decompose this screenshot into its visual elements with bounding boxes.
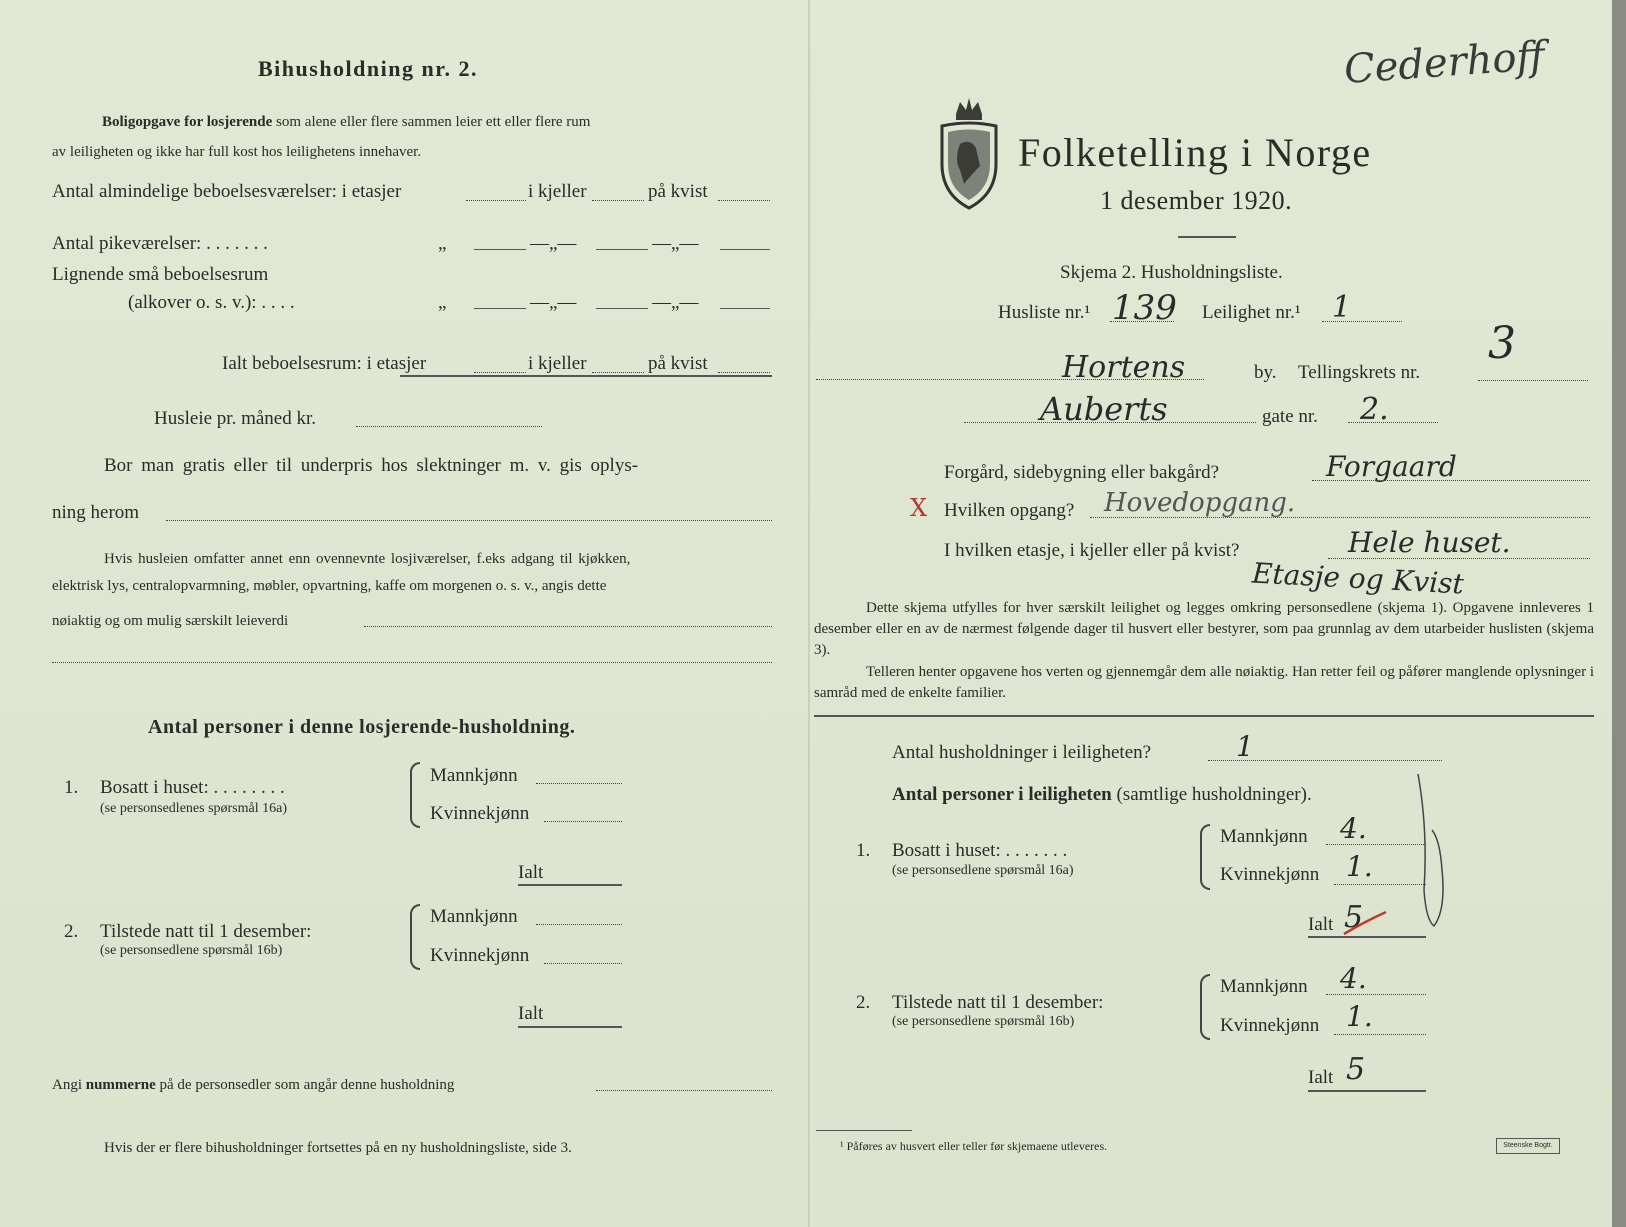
right-q2-mann-field[interactable] <box>1326 994 1426 995</box>
right-q1-number: 1. <box>856 840 871 861</box>
left-q1-label: Bosatt i huset: . . . . . . . . <box>100 777 285 798</box>
pike-kjeller-field[interactable] <box>596 249 648 250</box>
left-q1-sub: (se personsedlenes spørsmål 16a) <box>100 801 288 816</box>
note-field[interactable] <box>364 626 772 627</box>
left-q1-ialt-field[interactable] <box>518 884 622 886</box>
red-correction-stroke <box>1340 908 1390 938</box>
left-q2-mann-label: Mannkjønn <box>430 906 518 927</box>
left-intro-line1 <box>102 113 590 131</box>
left-q1-kvinne-label: Kvinnekjønn <box>430 803 530 824</box>
left-q2-kvinne-field[interactable] <box>544 963 622 964</box>
lignende-kvist-field[interactable] <box>720 308 770 309</box>
right-q1-kvinne-value: 1. <box>1346 850 1373 883</box>
left-q2-ialt-field[interactable] <box>518 1026 622 1028</box>
households-label: Antal husholdninger i leiligheten? <box>892 742 1152 763</box>
pike-ditto: „ <box>438 233 447 254</box>
gate-field[interactable] <box>1348 422 1438 423</box>
coat-of-arms-emblem <box>936 94 1002 214</box>
rent-label: Husleie pr. måned kr. <box>154 408 316 429</box>
opgang-field[interactable] <box>1090 517 1590 518</box>
right-q2-mann-value: 4. <box>1340 962 1367 995</box>
right-q1-ialt-label: Ialt <box>1308 914 1334 935</box>
etasje-value-2: Etasje og Kvist <box>1251 556 1465 601</box>
pike-ditto-3: —„— <box>652 233 699 254</box>
total-kjeller-label: i kjeller <box>528 353 587 374</box>
left-intro-line2: av leiligheten og ikke har full kost hos leilighetens innehaver. <box>52 144 422 160</box>
lignende-ditto-3: —„— <box>652 292 699 313</box>
right-q1-sub: (se personsedlene spørsmål 16a) <box>892 863 1074 878</box>
street-field[interactable] <box>964 422 1256 423</box>
gate-label: gate nr. <box>1262 406 1318 427</box>
left-intro-bold: Boligopgave for losjerende <box>102 114 273 130</box>
numbers-rest: på de personsedler som angår denne husholdning <box>159 1077 455 1093</box>
left-q2-ialt-label: Ialt <box>518 1003 544 1024</box>
husliste-label: Husliste nr.¹ <box>998 302 1091 323</box>
left-q2-kvinne-label: Kvinnekjønn <box>430 945 530 966</box>
instructions-rule <box>814 715 1594 717</box>
right-persons-heading <box>892 784 1312 806</box>
leilighet-value: 1 <box>1332 290 1352 325</box>
rooms-label: Antal almindelige beboelsesværelser: i etasjer <box>52 181 402 202</box>
forgard-label: Forgård, sidebygning eller bakgård? <box>944 462 1220 483</box>
lignende-label-2: (alkover o. s. v.): . . . . <box>128 292 295 313</box>
right-q1-mann-label: Mannkjønn <box>1220 826 1308 847</box>
form-title: Folketelling i Norge <box>1018 130 1372 175</box>
right-q1-ialt-field[interactable] <box>1308 936 1426 938</box>
total-etasjer-field[interactable] <box>474 372 526 373</box>
rooms-kjeller-label: i kjeller <box>528 181 587 202</box>
city-value: Hortens <box>1062 350 1186 385</box>
krets-value: 3 <box>1488 318 1516 369</box>
printer-stamp: Steenske Bogtr. <box>1496 1138 1560 1154</box>
left-q1-mann-label: Mannkjønn <box>430 765 518 786</box>
right-q1-label: Bosatt i huset: . . . . . . . <box>892 840 1068 861</box>
husliste-field[interactable] <box>1110 321 1174 322</box>
gratis-field[interactable] <box>166 520 772 521</box>
rooms-kvist-label: på kvist <box>648 181 708 202</box>
etasje-label: I hvilken etasje, i kjeller eller på kvist? <box>944 540 1240 561</box>
right-q2-brace <box>1200 974 1210 1040</box>
pike-label: Antal pikeværelser: . . . . . . . <box>52 233 268 254</box>
footnote-rule <box>816 1130 912 1131</box>
right-q1-mann-field[interactable] <box>1326 844 1426 845</box>
leilighet-label: Leilighet nr.¹ <box>1202 302 1301 323</box>
right-q2-number: 2. <box>856 992 871 1013</box>
left-intro-rest: som alene eller flere sammen leier ett eller flere rum <box>276 114 591 130</box>
opgang-label: Hvilken opgang? <box>944 500 1075 521</box>
gratis-line2: ning herom <box>52 502 140 523</box>
total-kvist-label: på kvist <box>648 353 708 374</box>
left-q2-sub: (se personsedlene spørsmål 16b) <box>100 943 283 958</box>
numbers-bold: nummerne <box>85 1077 156 1093</box>
right-q1-kvinne-label: Kvinnekjønn <box>1220 864 1320 885</box>
total-kjeller-field[interactable] <box>592 372 644 373</box>
total-kvist-field[interactable] <box>718 372 770 373</box>
opgang-red-mark: X <box>910 494 928 522</box>
rooms-kjeller-field[interactable] <box>592 200 644 201</box>
left-footer: Hvis der er flere bihusholdninger fortsettes på en ny husholdningsliste, side 3. <box>104 1140 572 1156</box>
left-q2-brace <box>410 904 420 970</box>
forgard-value: Forgaard <box>1326 450 1457 483</box>
right-q2-ialt-value: 5 <box>1346 1052 1366 1087</box>
left-q1-kvinne-field[interactable] <box>544 821 622 822</box>
leilighet-field[interactable] <box>1322 321 1402 322</box>
etasje-field[interactable] <box>1328 558 1590 559</box>
lignende-label-1: Lignende små beboelsesrum <box>52 264 269 285</box>
right-q2-kvinne-field[interactable] <box>1334 1034 1426 1035</box>
note-line2: elektrisk lys, centralopvarmning, møbler, opvartning, kaffe om morgenen o. s. v., angis dette <box>52 578 607 594</box>
by-label: by. <box>1254 362 1277 383</box>
note-line1: Hvis husleien omfatter annet enn ovennevnte losjiværelser, f.eks adgang til kjøkken, <box>104 551 631 567</box>
left-q2-label: Tilstede natt til 1 desember: <box>100 921 312 942</box>
instructions-para1: Dette skjema utfylles for hver særskilt leilighet og legges omkring personsedlene (skjema 1). Opgavene innleveres 1 desember eller en av de nærmest følgende dager til husvert eller bestyrer, som paa grunnlag av dem utarbeider huslisten (skjema 3). <box>814 600 1594 658</box>
right-page-husholdningsliste <box>812 0 1626 1227</box>
numbers-field[interactable] <box>596 1090 772 1091</box>
gratis-line1: Bor man gratis eller til underpris hos slektninger m. v. gis oplys- <box>104 455 639 476</box>
right-q2-kvinne-value: 1. <box>1346 1000 1373 1033</box>
forgard-field[interactable] <box>1312 480 1590 481</box>
corner-handwritten-note: Cederhoff <box>1342 33 1547 93</box>
right-q2-ialt-label: Ialt <box>1308 1067 1334 1088</box>
lignende-ditto: „ <box>438 292 447 313</box>
pike-etasjer-field[interactable] <box>474 249 526 250</box>
households-value: 1 <box>1236 730 1254 763</box>
numbers-line <box>52 1076 454 1094</box>
right-q2-sub: (se personsedlene spørsmål 16b) <box>892 1014 1075 1029</box>
left-title: Bihusholdning nr. 2. <box>258 56 478 81</box>
right-q2-kvinne-label: Kvinnekjønn <box>1220 1015 1320 1036</box>
rent-field[interactable] <box>356 426 542 427</box>
lignende-ditto-2: —„— <box>530 292 577 313</box>
title-rule <box>1178 236 1236 238</box>
form-date: 1 desember 1920. <box>1100 186 1293 215</box>
gate-value: 2. <box>1360 392 1389 427</box>
note-field-2[interactable] <box>52 662 772 663</box>
lignende-kjeller-field[interactable] <box>596 308 648 309</box>
margin-bracket-mark <box>1412 770 1452 930</box>
krets-label: Tellingskrets nr. <box>1298 362 1421 383</box>
rooms-kvist-field[interactable] <box>718 200 770 201</box>
schema-label: Skjema 2. Husholdningsliste. <box>1060 262 1283 283</box>
right-persons-rest: (samtlige husholdninger). <box>1116 784 1312 805</box>
note-line3: nøiaktig og om mulig særskilt leieverdi <box>52 613 289 629</box>
left-q1-ialt-label: Ialt <box>518 862 544 883</box>
pike-kvist-field[interactable] <box>720 249 770 250</box>
right-q2-label: Tilstede natt til 1 desember: <box>892 992 1104 1013</box>
left-q1-mann-field[interactable] <box>536 783 622 784</box>
left-q2-mann-field[interactable] <box>536 924 622 925</box>
instructions-para2: Telleren henter opgavene hos verten og gjennemgår dem alle nøiaktig. Han retter feil og påfører manglende oplysninger i samråd med de enkelte familier. <box>814 664 1594 701</box>
etasje-value-1: Hele huset. <box>1348 526 1511 559</box>
total-underline <box>400 375 772 377</box>
right-q2-ialt-field[interactable] <box>1308 1090 1426 1092</box>
scan-edge <box>1612 0 1626 1227</box>
total-rooms-label: Ialt beboelsesrum: i etasjer <box>222 353 427 374</box>
krets-field[interactable] <box>1478 380 1588 381</box>
households-field[interactable] <box>1208 760 1442 761</box>
pike-ditto-2: —„— <box>530 233 577 254</box>
footnote-text: ¹ Påføres av husvert eller teller før skjemaene utleveres. <box>840 1139 1108 1153</box>
street-value: Auberts <box>1040 390 1168 428</box>
left-q1-brace <box>410 762 420 828</box>
right-q2-mann-label: Mannkjønn <box>1220 976 1308 997</box>
right-persons-bold: Antal personer i leiligheten <box>892 784 1112 805</box>
left-q2-number: 2. <box>64 921 79 942</box>
lignende-etasjer-field[interactable] <box>474 308 526 309</box>
city-field[interactable] <box>816 379 1204 380</box>
persons-heading: Antal personer i denne losjerende-husholdning. <box>148 716 576 738</box>
right-q1-ialt-value: 5 <box>1344 900 1364 935</box>
rooms-etasjer-field[interactable] <box>466 200 526 201</box>
opgang-value: Hovedopgang. <box>1104 488 1296 518</box>
left-page-bihusholdning <box>0 0 810 1227</box>
husliste-value: 139 <box>1112 288 1177 328</box>
left-q1-number: 1. <box>64 777 79 798</box>
numbers-prefix: Angi <box>52 1077 82 1093</box>
right-q1-brace <box>1200 824 1210 890</box>
right-q1-mann-value: 4. <box>1340 812 1367 845</box>
